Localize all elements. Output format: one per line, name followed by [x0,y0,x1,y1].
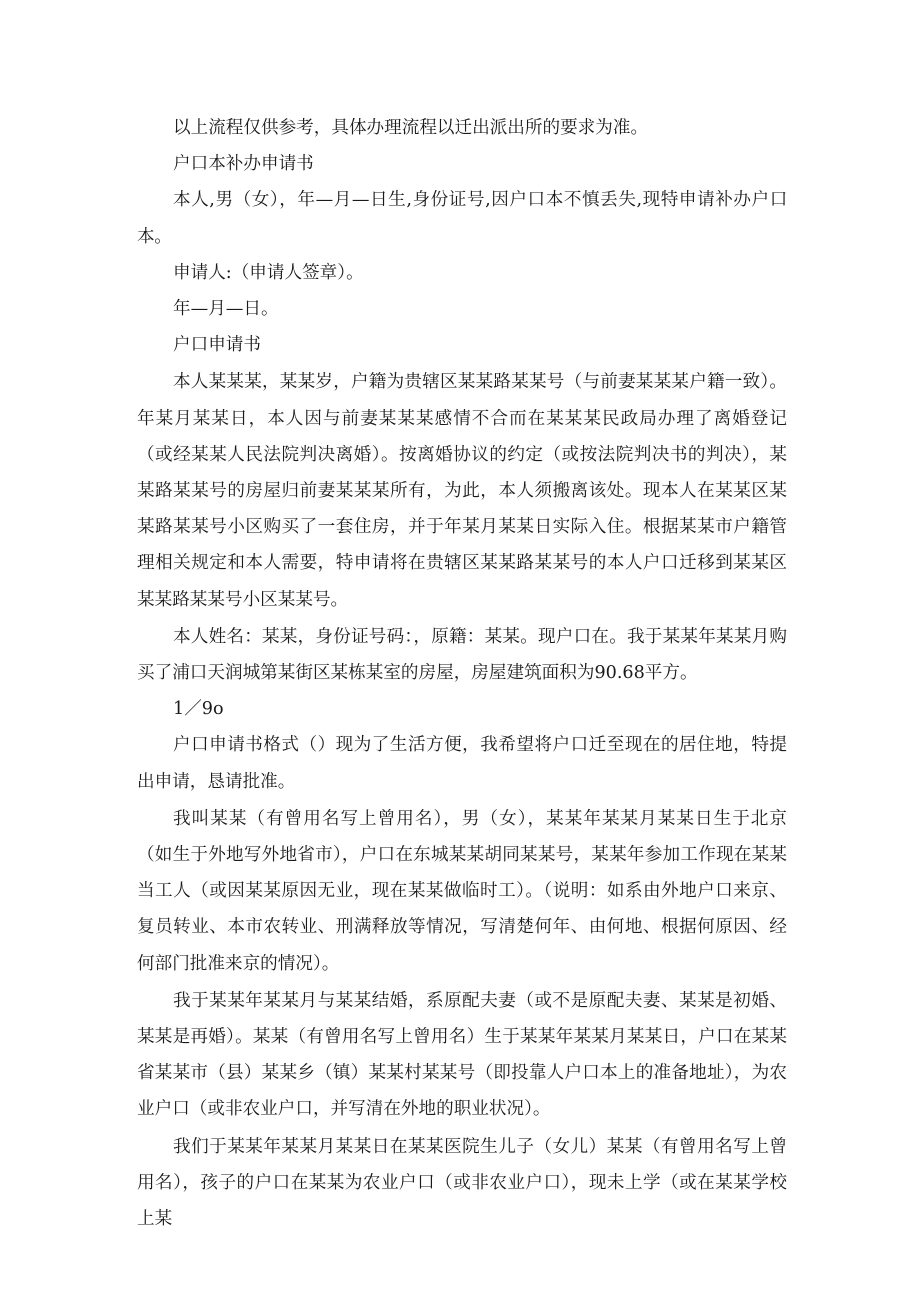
paragraph-date-line: 年—月—日。 [173,299,279,320]
paragraph-applicant-signature: 申请人:（申请人签章）。 [173,262,364,283]
heading-hukou-reissue-application: 户口本补办申请书 [173,154,314,175]
document-page [137,110,787,1237]
page-number: 1／9o [173,699,224,720]
paragraph-divorce-relocation: 本人某某某，某某岁，户籍为贵辖区某某路某某号（与前妻某某某户籍一致）。年某月某某日，本人因与前妻某某某感情不合而在某某某民政局办理了离婚登记（或经某某人民法院判决离婚）。按离婚协议的约定（或按法院判决书的判决），某某路某某号的房屋归前妻某某某所有，为此，本人须搬离该处。现本人在某某区某某路某某号小区购买了一套住房，并于年某月某某日实际入住。根据某某市户籍管理相关规定和本人需要，特申请将在贵辖区某某路某某号的本人户口迁移到某某区某某路某某号小区某某号。 [137,372,787,610]
paragraph-personal-info: 本人姓名：某某，身份证号码：，原籍：某某。现户口在。我于某某年某某月购买了浦口天润城第某街区某栋某室的房屋，房屋建筑面积为90.68平方。 [137,626,787,684]
heading-hukou-application: 户口申请书 [173,335,261,356]
paragraph-marriage-info: 我于某某年某某月与某某结婚，系原配夫妻（或不是原配夫妻、某某是初婚、某某是再婚）。某某（有曾用名写上曾用名）生于某某年某某月某某日，户口在某某省某某市（县）某某乡（镇）某某村某某号（即投靠人户口本上的准备地址），为农业户口（或非农业户口，并写清在外地的职业状况）。 [137,990,787,1120]
paragraph-reissue-statement: 本人,男（女），年—月—日生,身份证号,因户口本不慎丢失,现特申请补办户口本。 [137,190,787,247]
paragraph-format-intro: 户口申请书格式（）现为了生活方便，我希望将户口迁至现在的居住地，特提出申请，恳请批准。 [137,735,787,792]
paragraph-self-introduction: 我叫某某（有曾用名写上曾用名），男（女），某某年某某月某某日生于北京（如生于外地写外地省市），户口在东城某某胡同某某号，某某年参加工作现在某某当工人（或因某某原因无业，现在某某做临时工）。（说明：如系由外地户口来京、复员转业、本市农转业、刑满释放等情况，写清楚何年、由何地、根据何原因、经何部门批准来京的情况）。 [137,808,787,974]
paragraph-process-note: 以上流程仅供参考，具体办理流程以迁出派出所的要求为准。 [173,118,649,138]
paragraph-child-info: 我们于某某年某某月某某日在某某医院生儿子（女儿）某某（有曾用名写上曾用名），孩子的户口在某某为农业户口（或非农业户口），现未上学（或在某某学校上某 [137,1136,787,1230]
